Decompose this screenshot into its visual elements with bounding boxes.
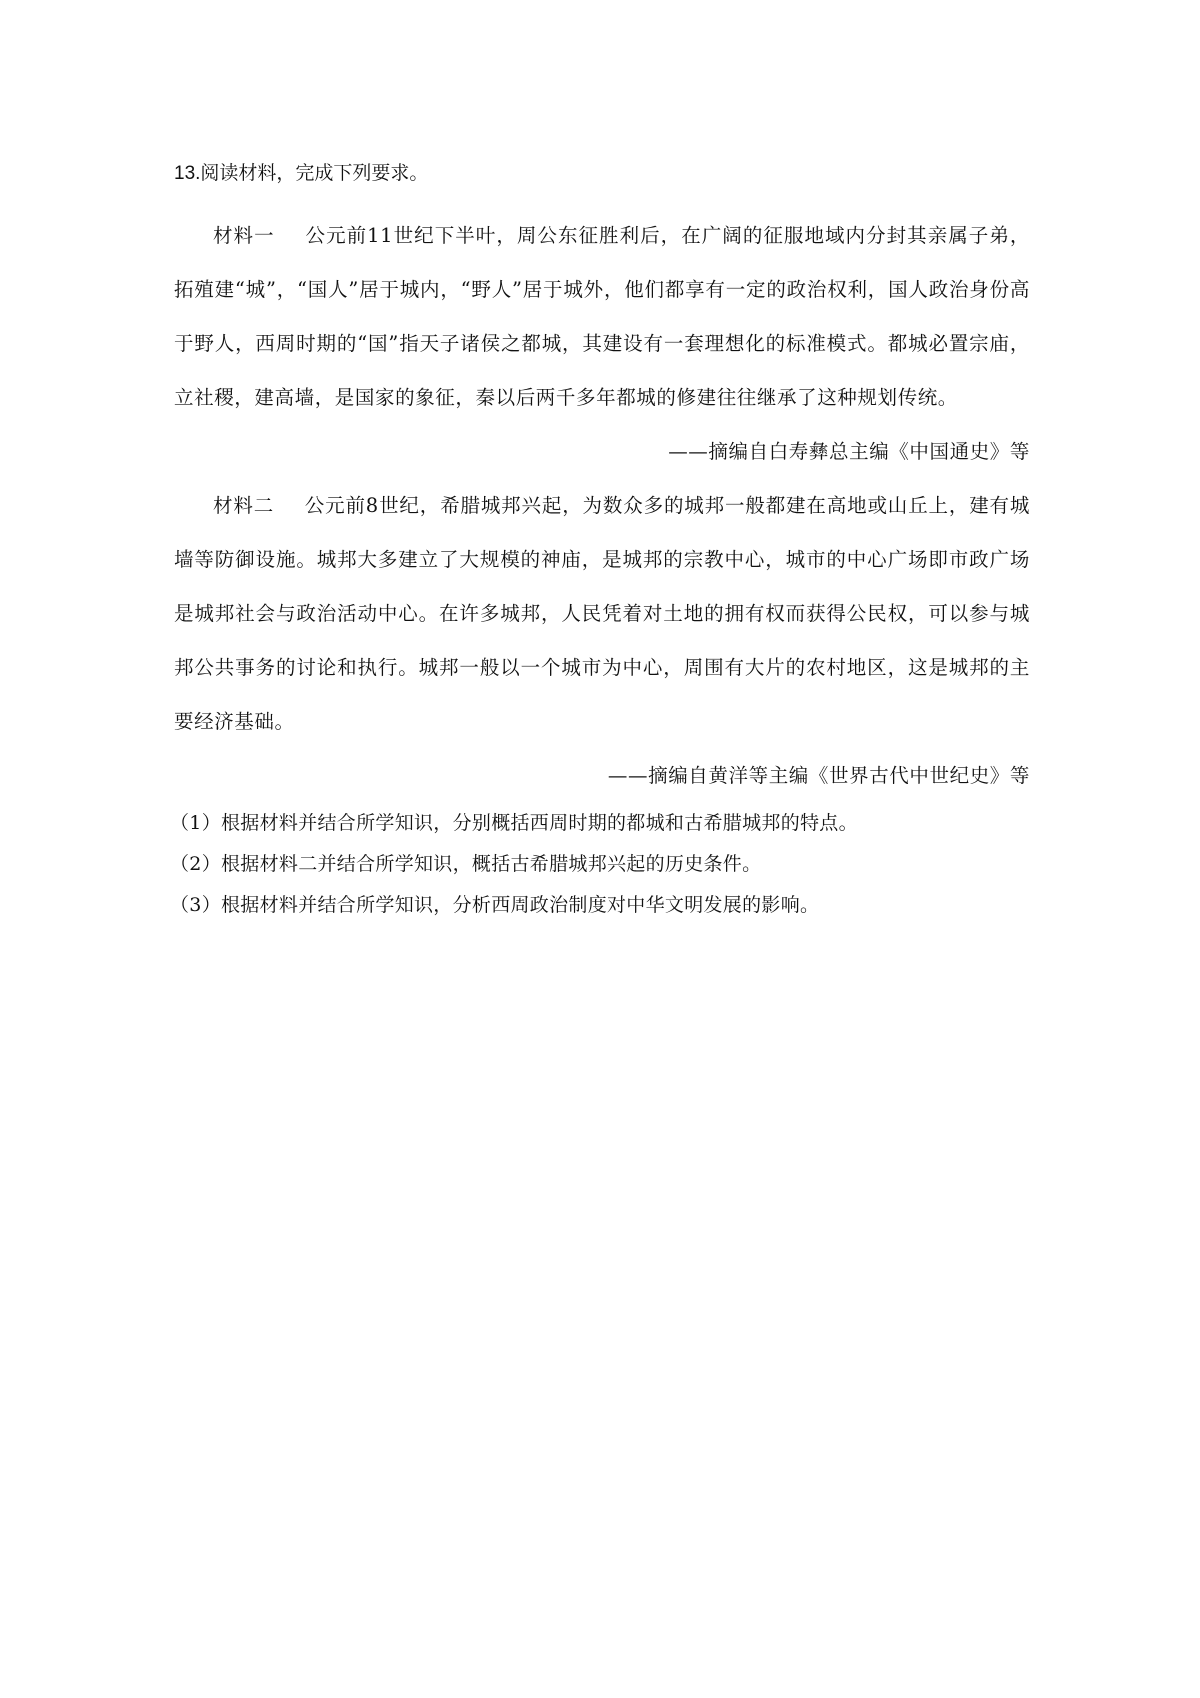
- material-two-text: 公元前8世纪，希腊城邦兴起，为数众多的城邦一般都建在高地或山丘上，建有城墙等防御设施。城邦大多建立了大规模的神庙，是城邦的宗教中心，城市的中心广场即市政广场是城邦社会与政治活动中心。在许多城邦，人民凭着对土地的拥有权而获得公民权，可以参与城邦公共事务的讨论和执行。城邦一般以一个城市为中心，周围有大片的农村地区，这是城邦的主要经济基础。: [174, 494, 1030, 733]
- material-one-source: ——摘编自白寿彝总主编《中国通史》等: [668, 440, 1030, 463]
- material-two-label: 材料二: [213, 494, 275, 517]
- material-one-paragraph: [174, 209, 1030, 425]
- material-one-label: 材料一: [213, 224, 275, 247]
- sub-question-3: （3）根据材料并结合所学知识，分析西周政治制度对中华文明发展的影响。: [170, 894, 820, 916]
- material-one-text: 公元前11世纪下半叶，周公东征胜利后，在广阔的征服地域内分封其亲属子弟，拓殖建“城”，“国人”居于城内，“野人”居于城外，他们都享有一定的政治权利，国人政治身份高于野人，西周时期的“国”指天子诸侯之都城，其建设有一套理想化的标准模式。都城必置宗庙，立社稷，建高墙，是国家的象征，秦以后两千多年都城的修建往往继承了这种规划传统。: [174, 224, 1030, 409]
- material-two-paragraph: [174, 479, 1030, 749]
- question-heading: [174, 155, 1030, 191]
- material-two-source: ——摘编自黄洋等主编《世界古代中世纪史》等: [607, 764, 1030, 787]
- question-instruction: 阅读材料，完成下列要求。: [200, 162, 429, 184]
- sub-question-1: （1）根据材料并结合所学知识，分别概括西周时期的都城和古希腊城邦的特点。: [170, 812, 858, 834]
- question-number: 13.: [174, 163, 201, 184]
- sub-question-2: （2）根据材料二并结合所学知识，概括古希腊城邦兴起的历史条件。: [170, 853, 762, 875]
- sub-question-list: [170, 803, 1030, 926]
- question-block: [170, 155, 1030, 926]
